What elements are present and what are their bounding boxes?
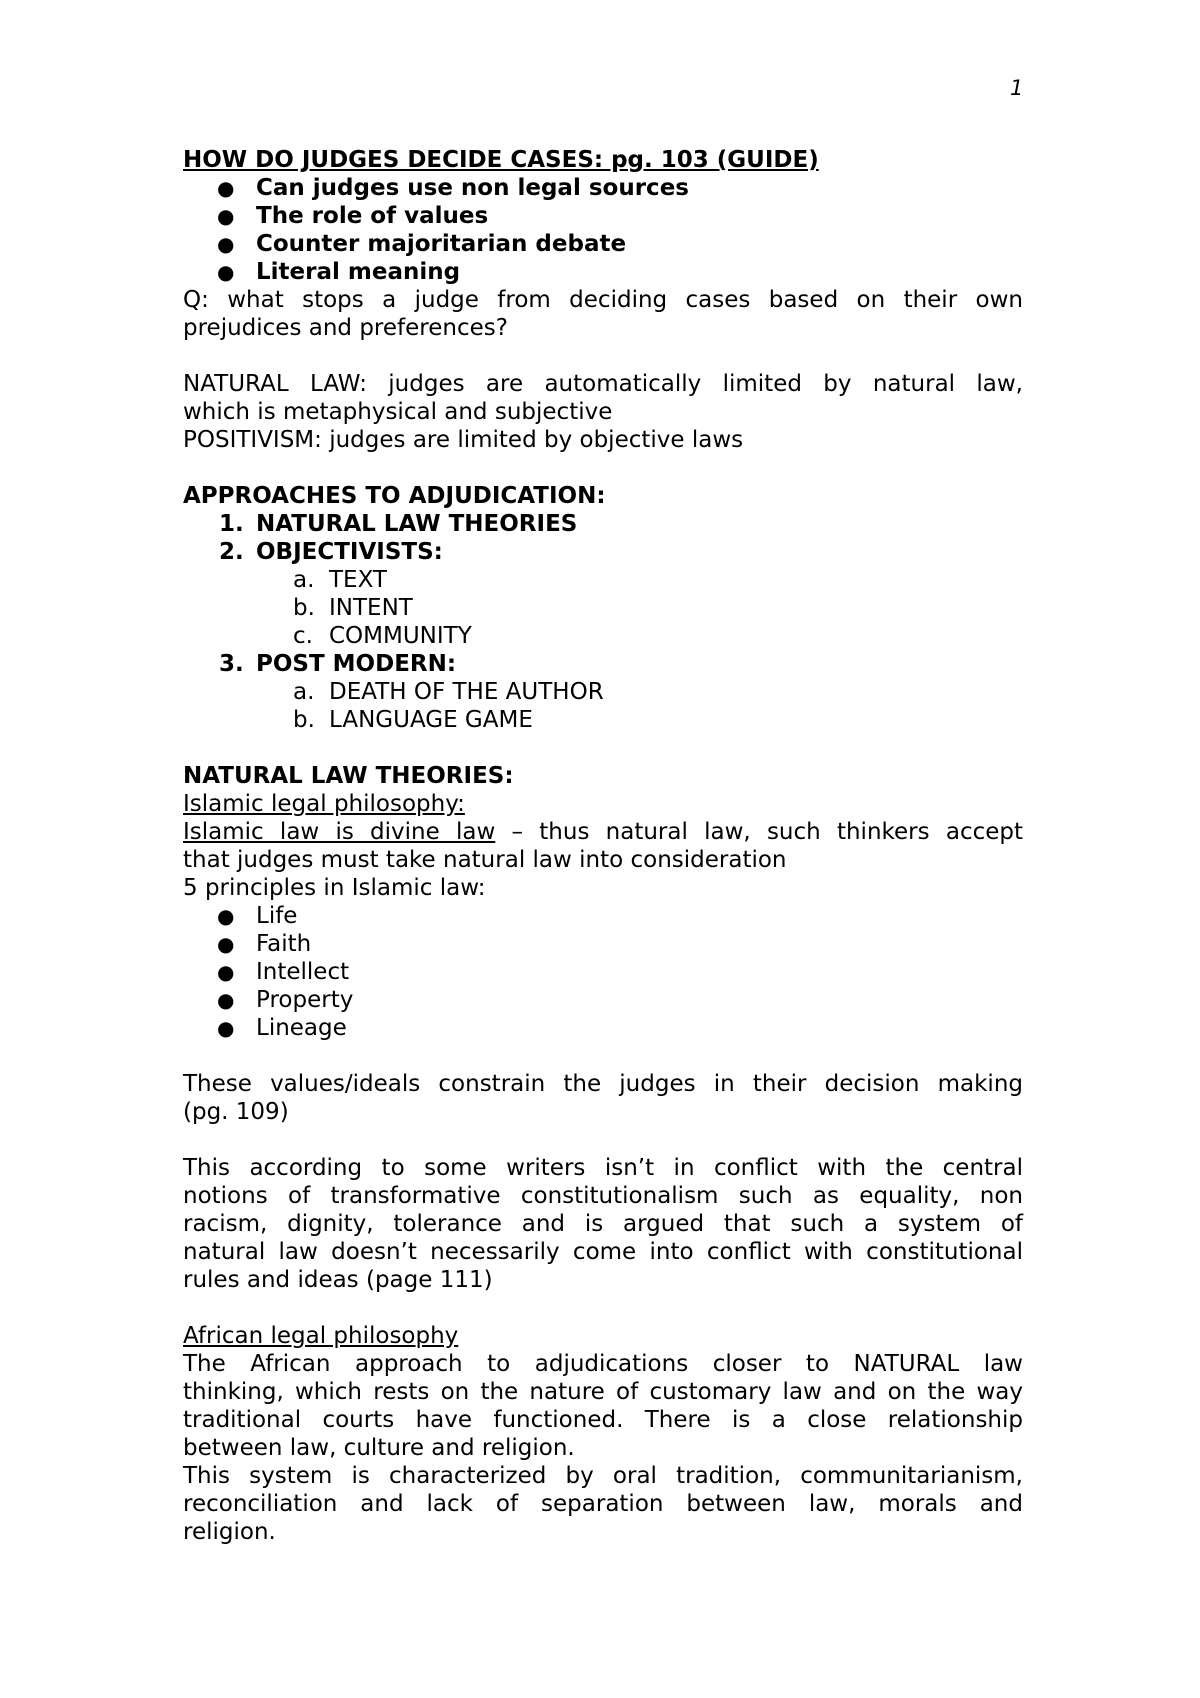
question-paragraph: Q: what stops a judge from deciding cases based on their own prejudices and preferences? bbox=[183, 287, 1023, 341]
african-paragraph-2: This system is characterized by oral tradition, communitarianism, reconciliation and lack of separation between law, morals and religion. bbox=[183, 1463, 1023, 1545]
approaches-heading: APPROACHES TO ADJUDICATION: bbox=[183, 483, 606, 509]
list-item: 2. OBJECTIVISTS: bbox=[219, 539, 443, 565]
principles-list bbox=[183, 902, 1023, 1042]
african-paragraph-1: The African approach to adjudications closer to NATURAL law thinking, which rests on the nature of customary law and on the way traditional courts have functioned. There is a close relationship between law, culture and religion. bbox=[183, 1351, 1023, 1461]
sub-list-item: c. COMMUNITY bbox=[293, 623, 472, 649]
positivism-paragraph: POSITIVISM: judges are limited by objective laws bbox=[183, 427, 744, 453]
natural-law-paragraph: NATURAL LAW: judges are automatically limited by natural law, which is metaphysical and subjective bbox=[183, 371, 1023, 425]
list-item: ● Intellect bbox=[217, 959, 350, 985]
document-body bbox=[183, 146, 1023, 1546]
list-item: 1. NATURAL LAW THEORIES bbox=[219, 511, 578, 537]
islamic-philosophy-heading: Islamic legal philosophy: bbox=[183, 791, 465, 817]
natural-law-theories-heading: NATURAL LAW THEORIES: bbox=[183, 763, 514, 789]
sub-list-item: a. DEATH OF THE AUTHOR bbox=[293, 679, 604, 705]
values-paragraph: These values/ideals constrain the judges in their decision making (pg. 109) bbox=[183, 1071, 1023, 1125]
approaches-list bbox=[183, 510, 1023, 734]
bullet-icon: ● bbox=[217, 988, 235, 1012]
sub-list-item: b. LANGUAGE GAME bbox=[293, 707, 533, 733]
document-heading: HOW DO JUDGES DECIDE CASES: pg. 103 (GUIDE) bbox=[183, 147, 819, 173]
list-item: ● The role of values bbox=[217, 203, 489, 229]
list-item: ● Faith bbox=[217, 931, 312, 957]
sub-list-item: a. TEXT bbox=[293, 567, 387, 593]
list-item: ● Can judges use non legal sources bbox=[217, 175, 689, 201]
list-item: ● Property bbox=[217, 987, 354, 1013]
list-item: ● Life bbox=[217, 903, 298, 929]
bullet-icon: ● bbox=[217, 176, 235, 200]
writers-paragraph: This according to some writers isn’t in conflict with the central notions of transformative constitutionalism such as equality, non racism, dignity, tolerance and is argued that such a system of natural law doesn’t necessarily come into conflict with constitutional rules and ideas (page 111) bbox=[183, 1155, 1023, 1293]
bullet-icon: ● bbox=[217, 904, 235, 928]
list-item: ● Lineage bbox=[217, 1015, 347, 1041]
bullet-icon: ● bbox=[217, 1016, 235, 1040]
divine-law-paragraph: Islamic law is divine law – thus natural law, such thinkers accept that judges must take natural law into consideration bbox=[183, 819, 1023, 873]
principles-intro: 5 principles in Islamic law: bbox=[183, 875, 486, 901]
african-philosophy-heading: African legal philosophy bbox=[183, 1323, 459, 1349]
list-item: ● Literal meaning bbox=[217, 259, 461, 285]
heading-bullet-list bbox=[183, 174, 1023, 286]
bullet-icon: ● bbox=[217, 260, 235, 284]
bullet-icon: ● bbox=[217, 204, 235, 228]
list-item: ● Counter majoritarian debate bbox=[217, 231, 627, 257]
bullet-icon: ● bbox=[217, 232, 235, 256]
list-item: 3. POST MODERN: bbox=[219, 651, 457, 677]
page-number: 1 bbox=[1010, 76, 1024, 100]
bullet-icon: ● bbox=[217, 960, 235, 984]
bullet-icon: ● bbox=[217, 932, 235, 956]
sub-list-item: b. INTENT bbox=[293, 595, 413, 621]
